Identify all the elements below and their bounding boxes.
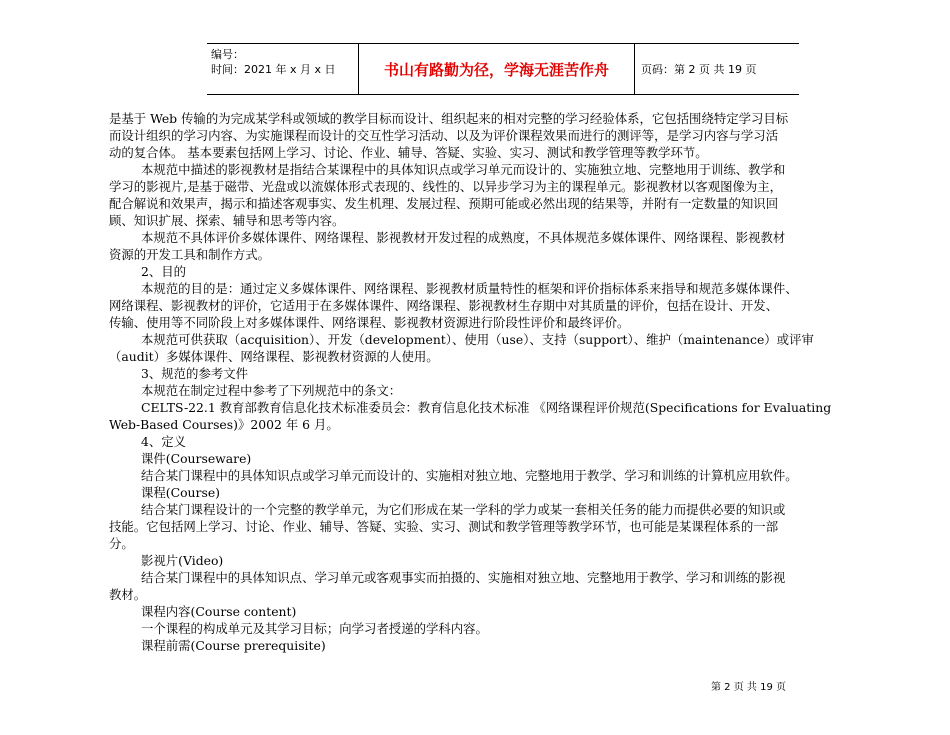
body-text-line: 教材。 <box>109 587 147 602</box>
body-text-line: 本规范中描述的影视教材是指结合某课程中的具体知识点或学习单元而设计的、实施独立地、完整地用于训练、教学和 <box>141 162 786 177</box>
body-text-line: 影视片(Video) <box>141 553 224 568</box>
body-text-line: 配合解说和效果声，揭示和描述客观事实、发生机理、发展过程、预期可能或必然出现的结果等，并附有一定数量的知识回 <box>109 196 779 211</box>
body-text-line: 课程前需(Course prerequisite) <box>141 638 326 653</box>
body-text-line: 结合某门课程设计的一个完整的教学单元，为它们形成在某一学科的学力或某一套相关任务的能力而提供必要的知识或 <box>141 502 786 517</box>
body-text-line: 2、目的 <box>141 264 187 279</box>
body-text-line: （audit）多媒体课件、网络课程、影视教材资源的人使用。 <box>109 349 439 364</box>
body-text-line: 顾、知识扩展、探索、辅导和思考等内容。 <box>109 213 345 228</box>
header-meta <box>207 44 358 94</box>
body-text-line: 学习的影视片,是基于磁带、光盘或以流媒体形式表现的、线性的、以异步学习为主的课程单元。影视教材以客观图像为主， <box>109 179 783 194</box>
body-text-line: 结合某门课程中的具体知识点或学习单元而设计的、实施相对独立地、完整地用于教学、学习和训练的计算机应用软件。 <box>141 468 798 483</box>
body-text-line: 3、规范的参考文件 <box>141 366 249 381</box>
header-page-number: 页码：第 2 页 共 19 页 <box>641 63 757 76</box>
body-text-line: 课件(Courseware) <box>141 451 252 466</box>
document-time-label: 时间：2021 年 x 月 x 日 <box>211 63 336 76</box>
body-text-line: 本规范可供获取（acquisition）、开发（development）、使用（use）、支持（support）、维护（maintenance）或评审 <box>141 332 814 347</box>
body-text-line: CELTS-22.1 教育部教育信息化技术标准委员会：教育信息化技术标准 《网络课程评价规范(Specifications for Evaluating <box>141 400 832 415</box>
body-text-line: 课程内容(Course content) <box>141 604 297 619</box>
body-text-line: Web-Based Courses)》2002 年 6 月。 <box>109 417 339 432</box>
body-text-line: 4、定义 <box>141 434 187 449</box>
body-text-line: 本规范的目的是：通过定义多媒体课件、网络课程、影视教材质量特性的框架和评价指标体系来指导和规范多媒体课件、 <box>141 281 798 296</box>
header-motto: 书山有路勤为径，学海无涯苦作舟 <box>358 44 635 94</box>
body-text-line: 技能。它包括网上学习、讨论、作业、辅导、答疑、实验、实习、测试和教学管理等教学环节，也可能是某课程体系的一部 <box>109 519 779 534</box>
body-text-line: 本规范不具体评价多媒体课件、网络课程、影视教材开发过程的成熟度，不具体规范多媒体课件、网络课程、影视教材 <box>141 230 786 245</box>
body-text-line: 资源的开发工具和制作方式。 <box>109 247 271 262</box>
body-text-line: 结合某门课程中的具体知识点、学习单元或客观事实而拍摄的、实施相对独立地、完整地用于教学、学习和训练的影视 <box>141 570 786 585</box>
body-text-line: 本规范在制定过程中参考了下列规范中的条文： <box>141 383 402 398</box>
body-text-line: 分。 <box>109 536 134 551</box>
body-text-line: 课程(Course) <box>141 485 220 500</box>
body-text-line: 动的复合体。 基本要素包括网上学习、讨论、作业、辅导、答疑、实验、实习、测试和教学管理等教学环节。 <box>109 145 708 160</box>
body-text-line: 而设计组织的学习内容、为实施课程而设计的交互性学习活动、以及为评价课程效果而进行的测评等，是学习内容与学习活 <box>109 128 779 143</box>
page-header <box>207 43 799 95</box>
body-text-line: 传输、使用等不同阶段上对多媒体课件、网络课程、影视教材资源进行阶段性评价和最终评价。 <box>109 315 630 330</box>
body-text-line: 网络课程、影视教材的评价，它适用于在多媒体课件、网络课程、影视教材生存期中对其质量的评价，包括在设计、开发、 <box>109 298 779 313</box>
page-footer: 第 2 页 共 19 页 <box>711 682 786 693</box>
document-body <box>109 110 895 654</box>
body-text-line: 一个课程的构成单元及其学习目标；向学习者授递的学科内容。 <box>141 621 488 636</box>
body-text-line: 是基于 Web 传输的为完成某学科或领域的教学目标而设计、组织起来的相对完整的学习经验体系，它包括围绕特定学习目标 <box>109 111 789 126</box>
document-number-label: 编号： <box>211 48 244 61</box>
